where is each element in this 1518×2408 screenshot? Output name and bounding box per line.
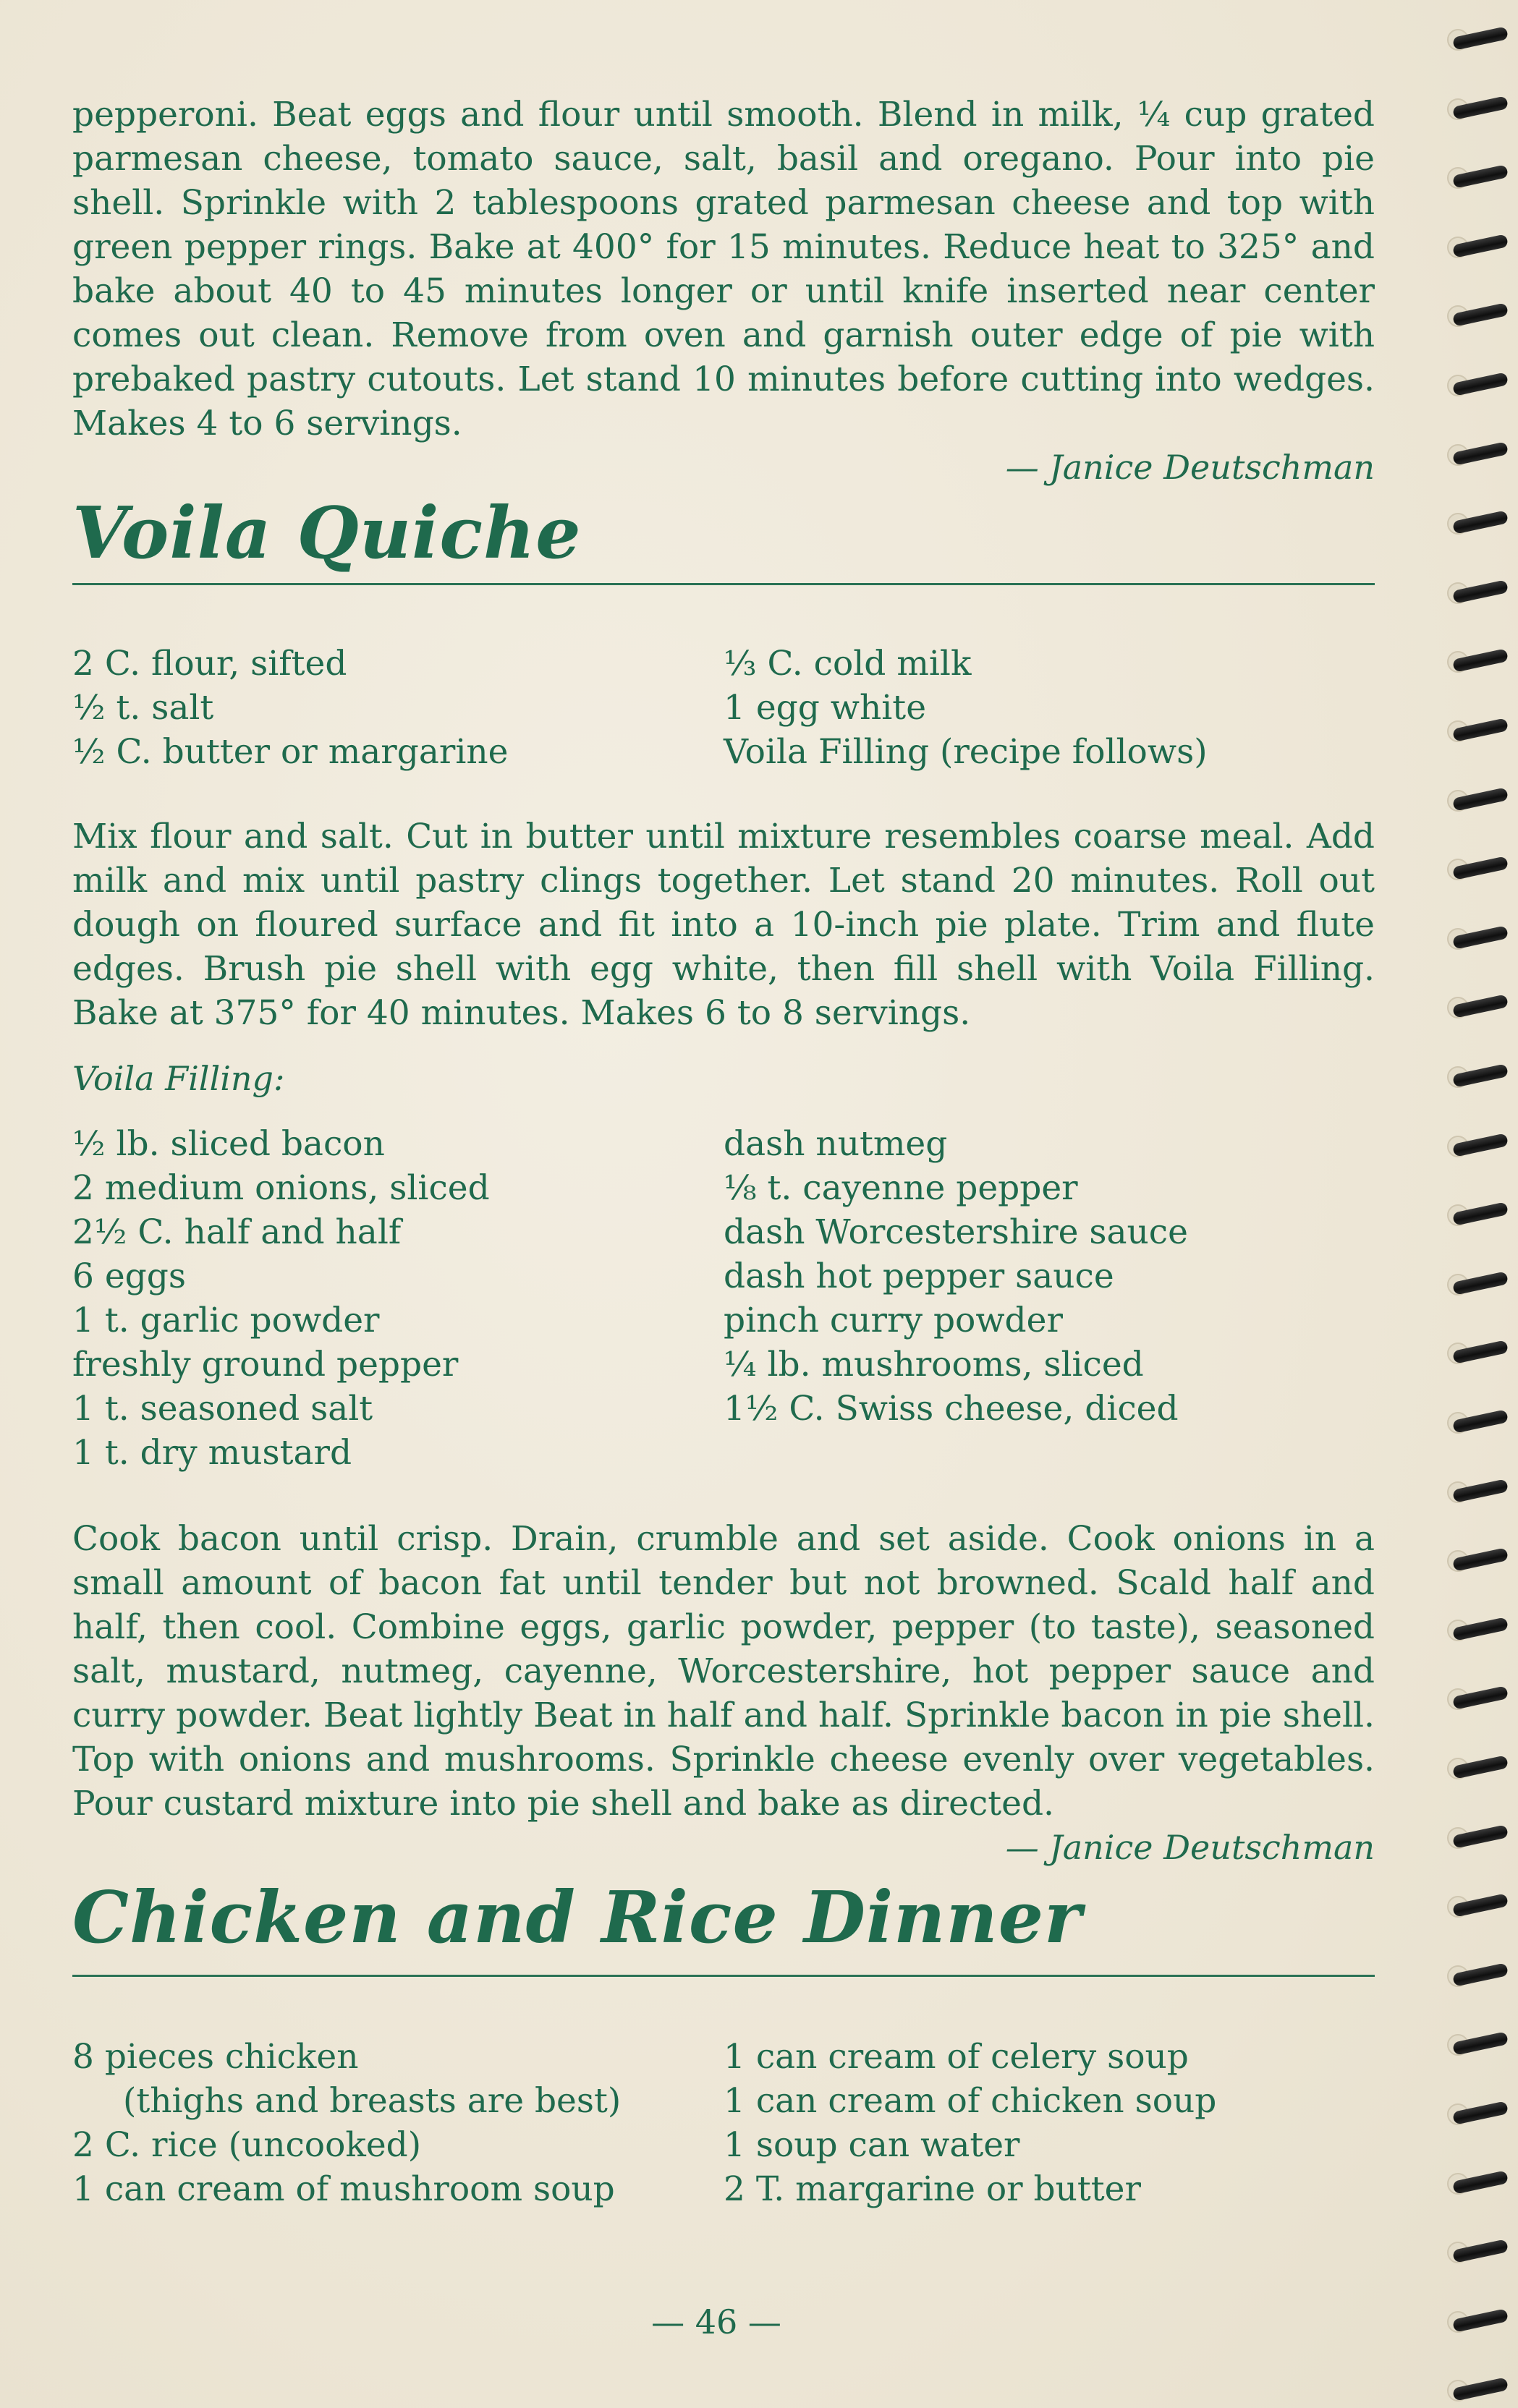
ingredient: ⅛ t. cayenne pepper xyxy=(724,1168,1078,1208)
recipe-content xyxy=(72,93,1375,2211)
spiral-coil xyxy=(1447,579,1508,604)
ingredient: dash nutmeg xyxy=(724,1124,948,1164)
ingredient: 1½ C. Swiss cheese, diced xyxy=(724,1389,1179,1429)
spiral-coil xyxy=(1447,1340,1508,1364)
spiral-coil xyxy=(1447,787,1508,812)
ingredient: 2 C. rice (uncooked) xyxy=(72,2125,422,2165)
spiral-coil xyxy=(1447,1479,1508,1503)
spiral-coil xyxy=(1447,441,1508,466)
spiral-coil xyxy=(1447,372,1508,396)
quiche-ingredients xyxy=(72,642,1375,774)
ingredient: ⅓ C. cold milk xyxy=(724,644,972,684)
recipe-title-voila-quiche: Voila Quiche xyxy=(72,492,582,575)
title-rule xyxy=(72,1975,1375,1977)
ingredient: 1 egg white xyxy=(724,688,927,728)
ingredient: freshly ground pepper xyxy=(72,1345,459,1384)
spiral-coil xyxy=(1447,1755,1508,1779)
ingredient: ¼ lb. mushrooms, sliced xyxy=(724,1345,1144,1384)
spiral-coil xyxy=(1447,1824,1508,1849)
spiral-coil xyxy=(1447,302,1508,327)
page-number: — 46 — xyxy=(651,2302,781,2341)
spiral-coil xyxy=(1447,2308,1508,2333)
ingredient: 2½ C. half and half xyxy=(72,1212,402,1252)
ingredients-right-column xyxy=(724,2035,1375,2211)
spiral-coil xyxy=(1447,95,1508,120)
spiral-coil xyxy=(1447,1962,1508,1987)
ingredient: dash Worcestershire sauce xyxy=(724,1212,1188,1252)
spiral-binding xyxy=(1438,0,1518,2408)
ingredient: 1 soup can water xyxy=(724,2125,1020,2165)
spiral-coil xyxy=(1447,1133,1508,1157)
intro-signature: — Janice Deutschman xyxy=(1005,448,1375,487)
ingredient: 2 T. margarine or butter xyxy=(724,2169,1141,2209)
spiral-coil xyxy=(1447,510,1508,535)
ingredient: 8 pieces chicken xyxy=(72,2037,359,2077)
ingredient-note: (thighs and breasts are best) xyxy=(123,2081,622,2121)
spiral-coil xyxy=(1447,2101,1508,2125)
filling-right-column xyxy=(724,1122,1375,1475)
ingredient: 6 eggs xyxy=(72,1256,186,1296)
filling-left-column xyxy=(72,1122,724,1475)
ingredient: 1 t. garlic powder xyxy=(72,1301,380,1340)
spiral-coil xyxy=(1447,856,1508,880)
ingredients-right-column xyxy=(724,642,1375,774)
ingredient: 1 can cream of chicken soup xyxy=(724,2081,1217,2121)
filling-ingredients xyxy=(72,1122,1375,1475)
spiral-coil xyxy=(1447,1893,1508,1918)
spiral-coil xyxy=(1447,2031,1508,2056)
spiral-coil xyxy=(1447,1063,1508,1088)
ingredient: 1 can cream of celery soup xyxy=(724,2037,1189,2077)
ingredient: ½ C. butter or margarine xyxy=(72,732,509,772)
spiral-coil xyxy=(1447,1409,1508,1434)
spiral-coil xyxy=(1447,1685,1508,1710)
quiche-directions: Mix flour and salt. Cut in butter until mixture resembles coarse meal. Add milk and mix until pastry clings together. Let stand 20 minutes. Roll out dough on floured surface and fit into a 10-inch pie plate. Trim and flute edges. Brush pie shell with egg white, then fill shell with Voila Filling. Bake at 375° for 40 minutes. Makes 6 to 8 servings. xyxy=(72,817,1375,1033)
spiral-coil xyxy=(1447,2377,1508,2401)
spiral-coil xyxy=(1447,1201,1508,1226)
spiral-coil xyxy=(1447,718,1508,742)
ingredient: 1 can cream of mushroom soup xyxy=(72,2169,615,2209)
spiral-coil xyxy=(1447,164,1508,189)
spiral-coil xyxy=(1447,26,1508,51)
quiche-signature: — Janice Deutschman xyxy=(1005,1828,1375,1867)
ingredients-left-column xyxy=(72,642,724,774)
spiral-coil xyxy=(1447,925,1508,950)
ingredient: Voila Filling (recipe follows) xyxy=(724,732,1208,772)
spiral-coil xyxy=(1447,2239,1508,2263)
ingredient: 2 medium onions, sliced xyxy=(72,1168,490,1208)
chicken-ingredients xyxy=(72,2035,1375,2211)
ingredient: 2 C. flour, sifted xyxy=(72,644,347,684)
ingredient: 1 t. seasoned salt xyxy=(72,1389,373,1429)
title-rule xyxy=(72,583,1375,585)
ingredient: dash hot pepper sauce xyxy=(724,1256,1114,1296)
ingredients-left-column xyxy=(72,2035,724,2211)
spiral-coil xyxy=(1447,1271,1508,1296)
spiral-coil xyxy=(1447,1547,1508,1572)
filling-directions: Cook bacon until crisp. Drain, crumble and set aside. Cook onions in a small amount of bacon fat until tender but not browned. Scald half and half, then cool. Combine eggs, garlic powder, pepper (to taste), seasoned salt, mustard, nutmeg, cayenne, Worcestershire, hot pepper sauce and curry powder. Beat lightly Beat in half and half. Sprinkle bacon in pie shell. Top with onions and mushrooms. Sprinkle cheese evenly over vegetables. Pour custard mixture into pie shell and bake as directed. xyxy=(72,1519,1375,1824)
spiral-coil xyxy=(1447,648,1508,673)
ingredient: ½ lb. sliced bacon xyxy=(72,1124,385,1164)
intro-paragraph: pepperoni. Beat eggs and flour until smooth. Blend in milk, ¼ cup grated parmesan cheese, tomato sauce, salt, basil and oregano. Pour into pie shell. Sprinkle with 2 tablespoons grated parmesan cheese and top with green pepper rings. Bake at 400° for 15 minutes. Reduce heat to 325° and bake about 40 to 45 minutes longer or until knife inserted near center comes out clean. Remove from oven and garnish outer edge of pie with prebaked pastry cutouts. Let stand 10 minutes before cutting into wedges. Makes 4 to 6 servings. xyxy=(72,95,1375,443)
spiral-coil xyxy=(1447,994,1508,1018)
ingredient: 1 t. dry mustard xyxy=(72,1433,352,1473)
ingredient: pinch curry powder xyxy=(724,1301,1063,1340)
spiral-coil xyxy=(1447,2170,1508,2195)
ingredient: ½ t. salt xyxy=(72,688,214,728)
filling-subtitle: Voila Filling: xyxy=(72,1059,285,1098)
spiral-coil xyxy=(1447,1617,1508,1641)
spiral-coil xyxy=(1447,234,1508,258)
recipe-title-chicken-rice: Chicken and Rice Dinner xyxy=(72,1876,1082,1960)
